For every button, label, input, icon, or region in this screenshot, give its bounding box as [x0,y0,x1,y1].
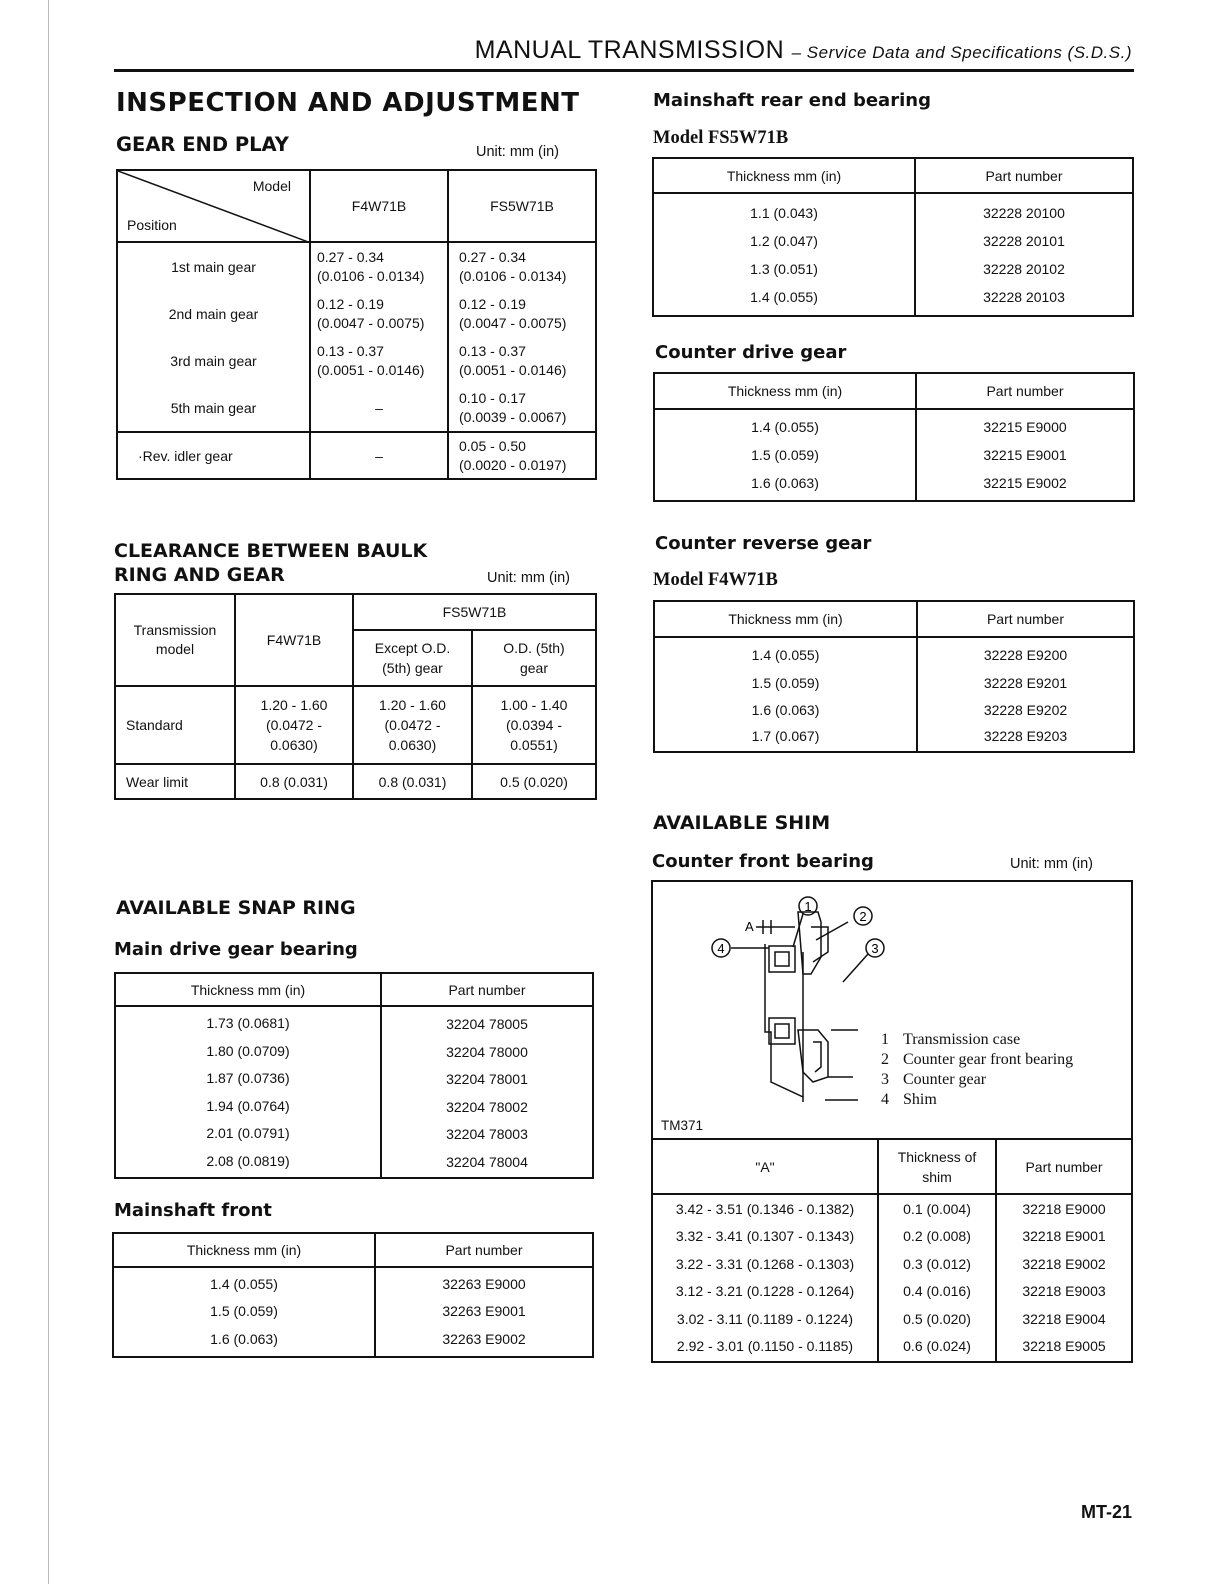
shim-figure-box [651,880,1133,1140]
header-title: MANUAL TRANSMISSION [474,36,785,64]
table-cell: 0.13 - 0.37 (0.0051 - 0.0146) [310,337,448,384]
legend-item: 2 Counter gear front bearing [881,1051,1074,1068]
table-cell: 0.8 (0.031) [353,764,472,799]
header-cell: Part number [996,1139,1132,1194]
shim-subtitle: Counter front bearing [652,851,874,872]
mainshaft-rear-table [652,157,1134,317]
mainshaft-rear-model: Model FS5W71B [653,128,789,148]
gear-end-play-table [116,169,597,480]
header-cell: Thickness mm (in) [654,601,917,637]
header-cell: Part number [916,373,1134,409]
legend-item: 4 Shim [881,1091,937,1108]
table-cell: 0.05 - 0.50 (0.0020 - 0.0197) [448,432,596,479]
table-cell: 32263 E9000 32263 E9001 32263 E9002 [375,1267,593,1357]
table-cell: 1.00 - 1.40 (0.0394 - 0.0551) [472,686,596,764]
header-cell: Thickness mm (in) [654,373,916,409]
callout-3: 3 [871,941,879,956]
table-cell: 0.27 - 0.34 (0.0106 - 0.0134) [448,242,596,290]
row-label: 2nd main gear [117,290,310,337]
table-cell: 32204 78005 32204 78000 32204 78001 32204 78002 32204 78003 32204 78004 [381,1006,593,1178]
header-cell: Part number [381,973,593,1006]
table-cell: 0.12 - 0.19 (0.0047 - 0.0075) [448,290,596,337]
table-cell: 0.12 - 0.19 (0.0047 - 0.0075) [310,290,448,337]
page-number: MT-21 [1080,1502,1132,1522]
column-header: FS5W71B [448,170,596,242]
table-cell: 0.1 (0.004) 0.2 (0.008) 0.3 (0.012) 0.4 (0.016) 0.5 (0.020) 0.6 (0.024) [878,1194,996,1362]
baulk-unit: Unit: mm (in) [487,570,570,586]
table-cell: 1.20 - 1.60 (0.0472 - 0.0630) [235,686,353,764]
counter-drive-title: Counter drive gear [655,342,847,363]
figure-id: TM371 [661,1118,704,1133]
header-cell: Thickness of shim [878,1139,996,1194]
section-title: INSPECTION AND ADJUSTMENT [116,88,580,118]
table-cell: 1.4 (0.055) 1.5 (0.059) 1.6 (0.063) [113,1267,375,1357]
table-cell: 32218 E9000 32218 E9001 32218 E9002 32218 E9003 32218 E9004 32218 E9005 [996,1194,1132,1362]
snap-ring-title: AVAILABLE SNAP RING [116,897,356,919]
baulk-title-line1: CLEARANCE BETWEEN BAULK [114,540,428,562]
table-cell: 1.4 (0.055) 1.5 (0.059) 1.6 (0.063) [654,409,916,501]
header-subtitle: – Service Data and Specifications (S.D.S.) [791,43,1132,62]
table-cell: 0.10 - 0.17 (0.0039 - 0.0067) [448,384,596,432]
legend-item: 3 Counter gear [881,1071,987,1088]
table-cell: 0.8 (0.031) [235,764,353,799]
corner-model-label: Model [252,178,291,194]
header-cell: Part number [917,601,1134,637]
table-cell: – [310,384,448,432]
table-cell: 0.27 - 0.34 (0.0106 - 0.0134) [310,242,448,290]
table-cell: 1.73 (0.0681) 1.80 (0.0709) 1.87 (0.0736) 1.94 (0.0764) 2.01 (0.0791) 2.08 (0.0819) [115,1006,381,1178]
row-label: 1st main gear [117,242,310,290]
callout-1: 1 [804,899,812,914]
snap-ring-table [114,972,594,1179]
table-cell: 1.1 (0.043) 1.2 (0.047) 1.3 (0.051) 1.4 (0.055) [653,193,915,316]
snap-ring-subtitle: Main drive gear bearing [114,939,358,960]
callout-2: 2 [859,909,867,924]
header-cell: Except O.D. (5th) gear [353,630,472,686]
table-cell: 1.20 - 1.60 (0.0472 - 0.0630) [353,686,472,764]
baulk-title-line2: RING AND GEAR [114,564,285,586]
row-label: 5th main gear [117,384,310,432]
header-rule [114,69,1134,72]
table-cell: 32228 E9200 32228 E9201 32228 E9202 32228 E9203 [917,637,1134,752]
header-cell: FS5W71B [353,594,596,630]
header-cell: Part number [915,158,1133,193]
baulk-table [114,593,597,800]
table-cell: 32228 20100 32228 20101 32228 20102 32228 20103 [915,193,1133,316]
table-corner-cell [117,170,310,242]
gear-end-play-title: GEAR END PLAY [116,133,289,156]
header-cell: O.D. (5th) gear [472,630,596,686]
table-cell: – [310,432,448,479]
row-label: Wear limit [115,764,235,799]
counter-reverse-title: Counter reverse gear [655,533,872,554]
page-header [475,36,1132,65]
legend-item: 1 Transmission case [881,1031,1021,1048]
header-cell: Thickness mm (in) [653,158,915,193]
table-cell: 3.42 - 3.51 (0.1346 - 0.1382) 3.32 - 3.41 (0.1307 - 0.1343) 3.22 - 3.31 (0.1268 - 0.1303) 3.12 - 3.21 (0.1228 - 0.1264) 3.02 - 3.11 (0.1189 - 0.1224) 2.92 - 3.01 (0.1150 - 0.1185) [652,1194,878,1362]
scan-margin-line [48,0,49,1584]
row-label: Standard [115,686,235,764]
gear-end-play-unit: Unit: mm (in) [476,144,559,160]
column-header: F4W71B [310,170,448,242]
header-cell: Thickness mm (in) [115,973,381,1006]
shim-unit: Unit: mm (in) [1010,856,1093,872]
callout-4: 4 [717,941,725,956]
row-label: 3rd main gear [117,337,310,384]
counter-reverse-table [653,600,1135,753]
table-cell: 0.13 - 0.37 (0.0051 - 0.0146) [448,337,596,384]
figure-legend [881,1030,1073,1110]
header-cell: Transmission model [115,594,235,686]
mainshaft-front-table [112,1232,594,1358]
header-cell: Part number [375,1233,593,1267]
header-cell: F4W71B [235,594,353,686]
counter-drive-table [653,372,1135,502]
header-cell: "A" [652,1139,878,1194]
counter-reverse-model: Model F4W71B [653,570,778,590]
table-cell: 0.5 (0.020) [472,764,596,799]
dimension-a-label: A [745,919,754,934]
shim-title: AVAILABLE SHIM [653,812,831,834]
table-cell: 32215 E9000 32215 E9001 32215 E9002 [916,409,1134,501]
mainshaft-front-title: Mainshaft front [114,1200,272,1221]
corner-position-label: Position [127,217,177,233]
mainshaft-rear-title: Mainshaft rear end bearing [653,90,931,111]
row-label: ·Rev. idler gear [117,432,310,479]
header-cell: Thickness mm (in) [113,1233,375,1267]
table-cell: 1.4 (0.055) 1.5 (0.059) 1.6 (0.063) 1.7 (0.067) [654,637,917,752]
shim-table [651,1138,1133,1363]
